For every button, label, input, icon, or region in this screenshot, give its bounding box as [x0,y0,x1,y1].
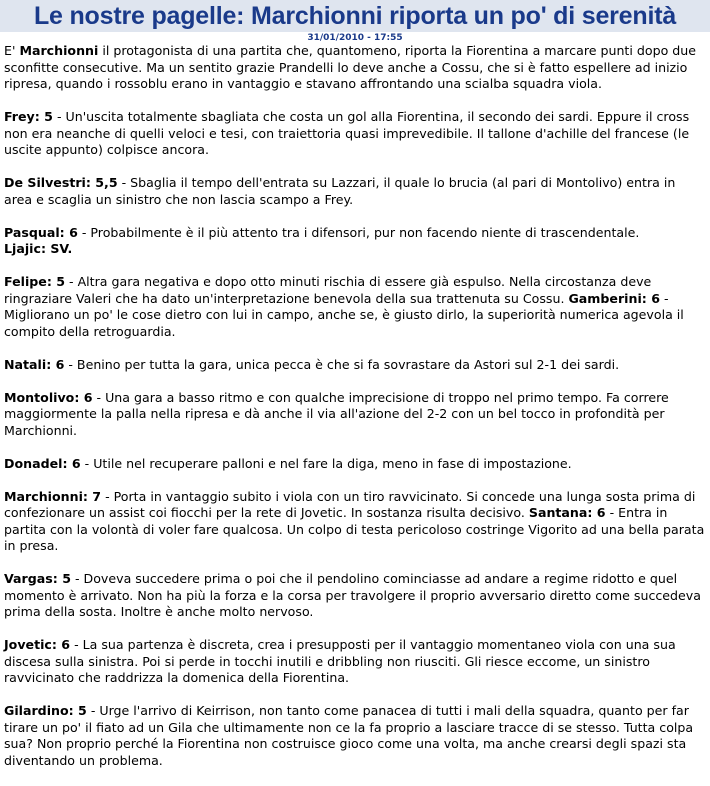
player-rating: Felipe: 5 [4,274,66,289]
intro-text-1: E' [4,43,20,58]
rating-vargas [4,571,707,621]
article-header [0,0,710,32]
rating-comment: - Migliorano un po' le cose dietro con lui in campo, anche se, è giusto dirlo, la superiorità numerica agevola il compito della retroguardia. [4,290,684,339]
rating-comment: - Entra in partita con la volontà di voler fare qualcosa. Un colpo di testa pericoloso costringe Vigorito ad una bella parata in presa. [4,505,705,553]
rating-marchionni [4,489,707,555]
article-date: 31/01/2010 - 17:55 [307,33,403,43]
rating-comment: - Probabilmente è il più attento tra i difensori, pur non facendo niente di trascendentale. [77,224,640,240]
rating-felipe [4,274,707,340]
intro-player-name: Marchionni [19,43,99,58]
player-rating: Natali: 6 [4,356,65,372]
article-title: Le nostre pagelle: Marchionni riporta un po' di serenità [33,2,677,30]
rating-comment: - Benino per tutta la gara, unica pecca è che si fa sovrastare da Astori sul 2-1 dei sardi. [64,356,620,372]
player-rating: Santana: 6 [528,505,606,520]
rating-comment: - Utile nel recuperare palloni e nel fare la diga, meno in fase di impostazione. [80,455,572,471]
rating-donadel [4,456,707,473]
intro-text-2: il protagonista di una partita che, quantomeno, riporta la Fiorentina a marcare punti dopo due sconfitte consecutive. Ma un sentito grazie Prandelli lo deve anche a Cossu, che si è fatto espellere ad inizio ripresa, quando i rossoblu erano in vantaggio e stavano affrontando una scialba squadra viola. [4,43,696,91]
article-body [4,43,707,786]
rating-comment: - La sua partenza è discreta, crea i presupposti per il vantaggio momentaneo viola con una sua discesa sulla sinistra. Poi si perde in tocchi inutili e dribbling non riusciti. Gli riesce eccome, un sinistro ravvicinato che raddrizza la domenica della Fiorentina. [4,637,676,685]
rating-natali [4,357,707,374]
rating-ljajic [4,241,707,258]
rating-pasqual [4,225,707,242]
player-rating: Pasqual: 6 [4,224,78,240]
player-rating: Gamberini: 6 [568,290,660,306]
rating-comment: - Sbaglia il tempo dell'entrata su Lazzari, il quale lo brucia (al pari di Montolivo) entra in area e scaglia un sinistro che non lascia scampo a Frey. [4,175,676,207]
rating-comment: - Una gara a basso ritmo e con qualche imprecisione di troppo nel primo tempo. Fa correre maggiormente la palla nella ripresa e dà anche il via all'azione del 2-2 con un bel tocco in profondità per Marchionni. [4,389,669,438]
player-rating: De Silvestri: 5,5 [4,175,118,190]
rating-gilardino [4,703,707,769]
rating-frey [4,109,707,159]
intro-paragraph [4,43,707,93]
player-rating: Frey: 5 [4,109,53,124]
rating-desilvestri [4,175,707,208]
rating-comment: - Altra gara negativa e dopo otto minuti rischia di essere già espulso. Nella circostanza deve ringraziare Valeri che ha dato un'interpretazione benevola della sua trattenuta su Cossu. [4,274,652,306]
rating-jovetic [4,637,707,687]
rating-montolivo [4,390,707,440]
rating-comment: - Doveva succedere prima o poi che il pendolino cominciasse ad andare a regime ridotto e quel momento è arrivato. Non ha più la forza e la corsa per travolgere il proprio avversario diretto come succedeva prima della sosta. Inoltre è anche molto nervoso. [4,571,701,619]
player-rating: Vargas: 5 [4,571,71,586]
player-rating: Jovetic: 6 [4,637,71,652]
player-rating: Ljajic: SV. [4,241,73,256]
rating-comment: - Un'uscita totalmente sbagliata che costa un gol alla Fiorentina, il secondo dei sardi. Eppure il cross non era neanche di quelli veloci e tesi, con traiettoria quasi imprevedibile. Il tallone d'achille del francese (le uscite appunto) colpisce ancora. [4,109,690,157]
player-rating: Donadel: 6 [4,455,81,471]
player-rating: Gilardino: 5 [4,703,87,718]
player-rating: Montolivo: 6 [4,389,93,405]
player-rating: Marchionni: 7 [4,488,102,504]
rating-comment: - Urge l'arrivo di Keirrison, non tanto come panacea di tutti i mali della squadra, quanto per far tirare un po' il fiato ad un Gila che ultimamente non ce la fa proprio a lasciare tracce di se stesso. Tutta colpa sua? Non proprio perché la Fiorentina non costruisce gioco come una volta, ma anche crearsi degli spazi sta diventando un problema. [4,703,694,768]
rating-comment: - Porta in vantaggio subito i viola con un tiro ravvicinato. Si concede una lunga sosta prima di confezionare un assist coi fiocchi per la rete di Jovetic. In sostanza risulta decisivo. [4,488,696,520]
